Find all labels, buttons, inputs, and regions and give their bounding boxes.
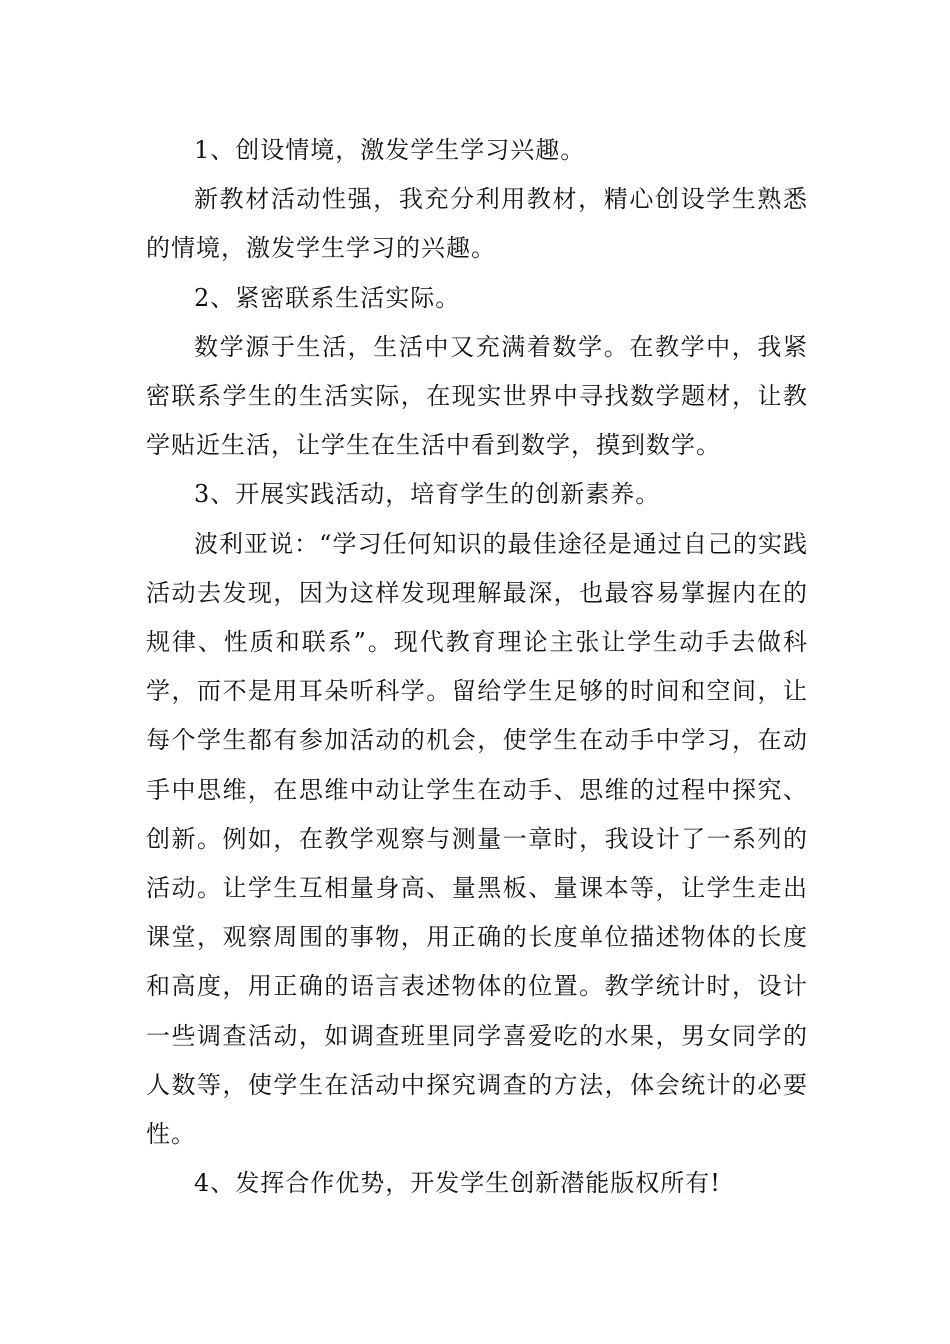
section-heading-1: 1、创设情境，激发学生学习兴趣。: [194, 136, 586, 164]
paragraph-2: 数学源于生活，生活中又充满着数学。在教学中，我紧密联系学生的生活实际，在现实世界中寻找数学题材，让教学贴近生活，让学生在生活中看到数学，摸到数学。: [146, 332, 808, 460]
paragraph-3: 波利亚说：“学习任何知识的最佳途径是通过自己的实践活动去发现，因为这样发现理解最深，也最容易掌握内在的规律、性质和联系”。现代教育理论主张让学生动手去做科学，而不是用耳朵听科学。留给学生足够的时间和空间，让每个学生都有参加活动的机会，使学生在动手中学习，在动手中思维，在思维中动让学生在动手、思维的过程中探究、创新。例如，在教学观察与测量一章时，我设计了一系列的活动。让学生互相量身高、量黑板、量课本等，让学生走出课堂，观察周围的事物，用正确的长度单位描述物体的长度和高度，用正确的语言表述物体的位置。教学统计时，设计一些调查活动，如调查班里同学喜爱吃的水果，男女同学的人数等，使学生在活动中探究调查的方法，体会统计的必要性。: [146, 529, 808, 1149]
section-heading-2: 2、紧密联系生活实际。: [194, 283, 461, 312]
section-heading-4: 4、发挥合作优势，开发学生创新潜能版权所有!: [194, 1169, 721, 1198]
paragraph-1: 新教材活动性强，我充分利用教材，精心创设学生熟悉的情境，激发学生学习的兴趣。: [146, 185, 808, 263]
document-body: [146, 126, 808, 1208]
section-heading-3: 3、开展实践活动，培育学生的创新素养。: [194, 480, 661, 509]
